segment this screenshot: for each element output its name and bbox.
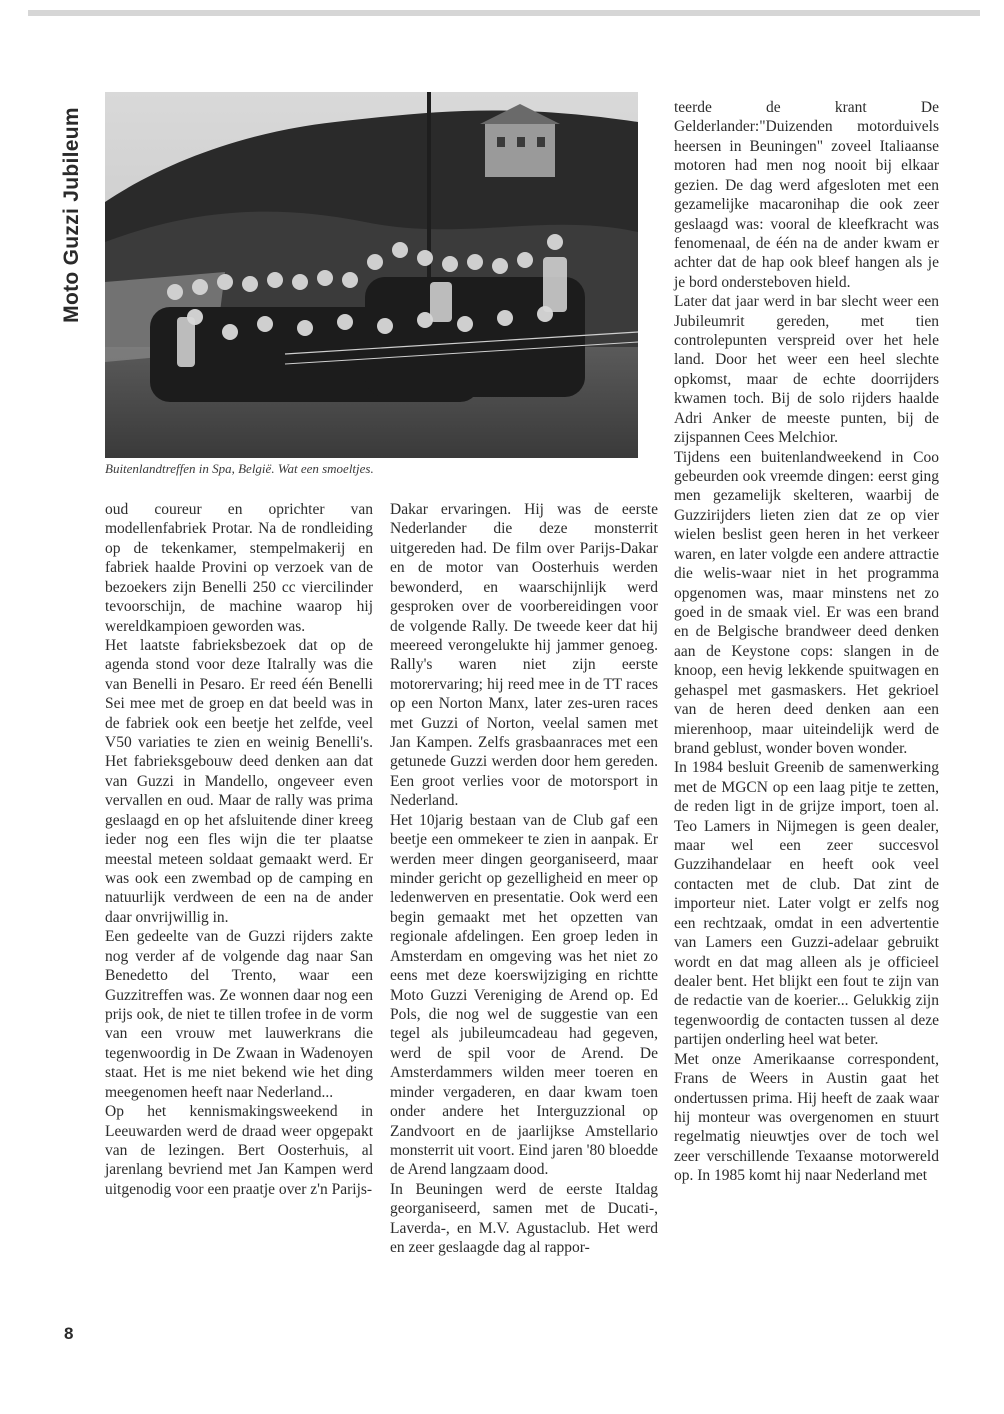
paragraph: Het 10jarig bestaan van de Club gaf een beetje een ommekeer te zien in aanpak. Er werden meer dingen georganiseerd, maar minder gericht op gezelligheid en meer op ledenwerven en presentatie. Ook werd een begin gemaakt met het opzetten van regionale afdelingen. Een groep leden in Amsterdam en omgeving was het niet zo eens met deze koerswijziging en richtte Moto Guzzi Vereniging de Arend op. Ed Pols, die nog wel de suggestie van een tegel als jubileumcadeau had gegeven, werd de spil voor de Arend. De Amsterdammers wilden meer toeren en minder vergaderen, en daar kwam toen onder andere het Interguzzional op Zandvoort en de jaarlijkse Amstellario monsterrit uit voort. Eind jaren '80 bloedde de Arend langzaam dood. bbox=[390, 811, 658, 1179]
page-number: 8 bbox=[64, 1324, 74, 1343]
paragraph: oud coureur en oprichter van modellenfabriek Protar. Na de rondleiding op de tekenkamer, stempelmakerij en fabriek haalde Provini op verzoek van de bezoekers zijn Benelli 250 cc viercilinder tevoorschijn, de machine waarop hij wereldkampioen geworden was. bbox=[105, 501, 373, 635]
section-title bbox=[56, 90, 88, 340]
paragraph: teerde de krant De Gelderlander:"Duizenden motorduivels heersen in Beuningen" zoveel Italiaanse motoren had men nog nooit bij elkaar gezien. De dag werd afgesloten met een gezamelijke macaronihap die ook zeer geslaagd was: vooral de kleefkracht was fenomenaal, de één na de ander kwam er achter dat de hap ook bleef hangen als je je bord ondersteboven hield. bbox=[674, 99, 939, 291]
paragraph: Een gedeelte van de Guzzi rijders zakte nog verder af de volgende dag naar San Benedetto del Trento, waar een Guzzitreffen was. Ze wonnen daar nog een prijs ook, de niet te tillen trofee in de vorm van een vrouw met lauwerkrans die tegenwoordig in De Zwaan in Wadenoyen staat. Het is me niet bekend wie het ding meegenomen heeft naar Nederland... bbox=[105, 928, 373, 1101]
figure-caption: Buitenlandtreffen in Spa, België. Wat een smoeltjes. bbox=[105, 461, 374, 476]
paragraph: Met onze Amerikaanse correspondent, Frans de Weers in Austin gaat het ondertussen prima. Hij heeft de zaak waar hij monteur was overgenomen en stuurt regelmatig nieuwtjes over de toch wel zeer verschillende Texaanse motorwereld op. In 1985 komt hij naar Nederland met bbox=[674, 1050, 939, 1185]
text-column-1 bbox=[105, 500, 373, 1199]
paragraph: Tijdens een buitenlandweekend in Coo gebeurden ook vreemde dingen: eerst ging men gezamelijk skelteren, waarbij de Guzzirijders lieten zien dat ze op vier wielen beslist geen heren in het verkeer waren, en later volgde een andere attractie die welis-waar niet in het programma opgenomen was, maar minstens net zo goed in de smaak viel. Er was een brand en de Belgische brandweer deed denken aan de Keystone cops: slangen in de knoop, een hevig lekkende spuitwagen en gehaspel met gasmaskers. Het gekrioel van de heren deed denken aan een mierenhoop, maar uiteindelijk werd de brand geblust, wonder boven wonder. bbox=[674, 448, 939, 757]
paragraph: Later dat jaar werd in bar slecht weer een Jubileumrit gereden, met tien controlepunten verspreid over het hele land. Door het weer een heel slechte opkomst, maar de echte doorrijders kwamen toch. Bij de solo rijders haalde Adri Anker de meeste punten, bij de zijspannen Cees Melchior. bbox=[674, 293, 939, 447]
top-rule bbox=[28, 10, 980, 16]
group-photo-image bbox=[105, 92, 638, 458]
group-photo bbox=[105, 92, 638, 458]
section-title-text: Moto Guzzi Jubileum bbox=[60, 107, 83, 323]
text-column-3 bbox=[674, 98, 939, 1186]
text-column-2 bbox=[390, 500, 658, 1257]
paragraph: In 1984 besluit Greenib de samenwerking met de MGCN op een laag pitje te zetten, de reden ligt in de grijze import, toen al. Teo Lamers in Nijmegen is geen dealer, maar wel een zeer succesvol Guzzihandelaar en heeft ook veel contacten met de club. Dat zint de importeur niet. Later volgt er zelfs nog een rechtzaak, omdat in een advertentie van Lamers een Guzzi-adelaar gebruikt wordt en dat mag alleen als je officieel dealer bent. Het blijkt een fout te zijn van de redactie van de koerier... Gelukkig zijn tegenwoordig de contacten tussen al deze partijen onderling heel wat beter. bbox=[674, 759, 939, 1049]
paragraph: Het laatste fabrieksbezoek dat op de agenda stond voor deze Italrally was die van Benelli in Pesaro. Er reed één Benelli Sei mee met de groep en dat beeld was in de fabriek ook een beetje het zelfde, veel V50 variaties te zien en weinig Benelli's. Het fabrieksgebouw deed denken aan dat van Guzzi in Mandello, ongeveer even vervallen en oud. Maar de rally was prima geslaagd en op het afsluitende diner kreeg ieder nog een fles wijn die ter plaatse meestal meteen soldaat gemaakt werd. Er was ook een zwembad op de camping en natuurlijk verdween de een na de ander daar onvrijwillig in. bbox=[105, 636, 373, 926]
paragraph: In Beuningen werd de eerste Italdag georganiseerd, samen met de Ducati-, Laverda-, en M.V. Agustaclub. Het werd en zeer geslaagde dag al rappor- bbox=[390, 1180, 658, 1257]
paragraph: Dakar ervaringen. Hij was de eerste Nederlander die deze monsterrit uitgereden had. De film over Parijs-Dakar en de motor van Oosterhuis werden bewonderd, en waarschijnlijk werd gesproken over de voorbereidingen voor de volgende Rally. De tweede keer dat hij meereed verongelukte hij jammer genoeg. Rally's waren niet zijn eerste motorervaring; hij reed mee in de TT races op een Norton Manx, later zes-uren races met Guzzi of Norton, veelal samen met Jan Kampen. Zelfs grasbaanraces met een getunede Guzzi werden door hem gereden. Een groot verlies voor de motorsport in Nederland. bbox=[390, 501, 658, 810]
paragraph: Op het kennismakingsweekend in Leeuwarden werd de draad weer opgepakt van de lezingen. Bert Oosterhuis, al jarenlang bevriend met Jan Kampen werd uitgenodig voor een praatje over z'n Parijs- bbox=[105, 1103, 373, 1198]
